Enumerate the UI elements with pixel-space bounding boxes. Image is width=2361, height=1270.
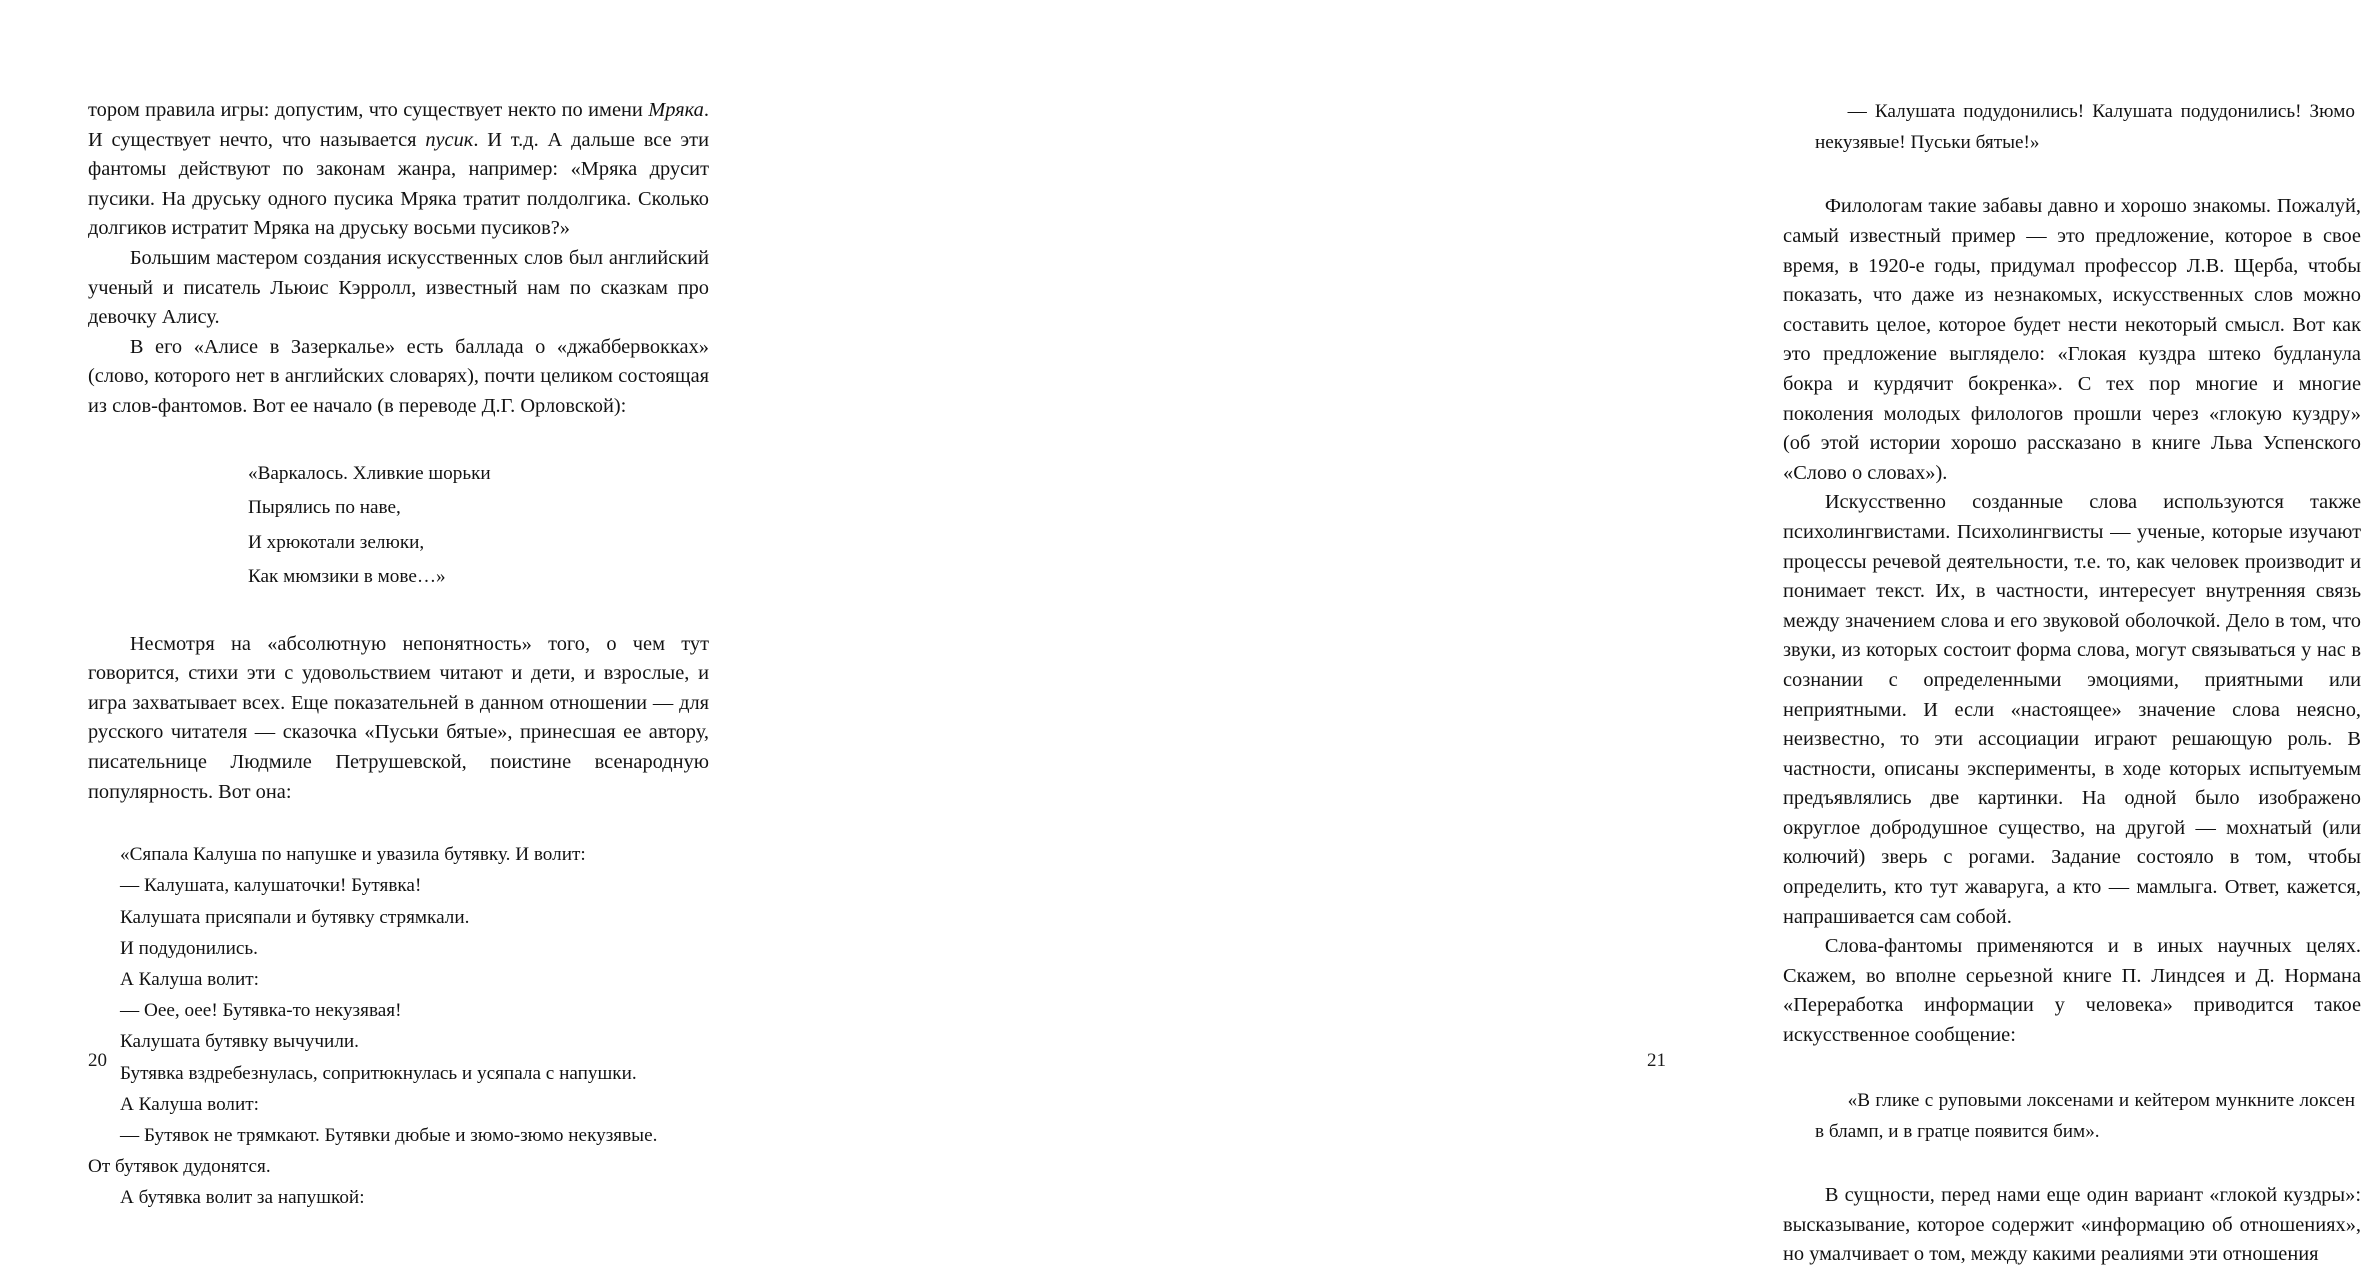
quote-line: Калушата бутявку вычучили. — [120, 1031, 359, 1053]
quote-line: А бутявка волит за напушкой: — [120, 1187, 365, 1209]
verse-line: Как мюмзики в мове…» — [248, 566, 446, 588]
quote-line: — Оее, оее! Бутявка-то некузявая! — [120, 1000, 402, 1022]
page-number-left: 20 — [88, 1050, 107, 1071]
run-text: . И существует нечто, что называется — [88, 99, 709, 151]
run-text: . И т.д. А дальше все эти фантомы действуют по законам жанра, например: «Мряка друсит пусики. На друську одного пусика Мряка тратит полдолгика. Сколько долгиков истратит Мряка на друську восьми пусиков?» — [88, 128, 709, 240]
verse-quotation — [88, 457, 709, 595]
paragraph-philologists: Филологам такие забавы давно и хорошо знакомы. Пожалуй, самый известный пример — это предложение, которое в свое время, в 1920-е годы, придумал профессор Л.В. Щерба, чтобы показать, что даже из незнакомых, искусственных слов можно составить целое, которое будет нести некоторый смысл. Вот как это предложение выглядело: «Глокая куздра штеко будланула бокра и курдячит бокренка». С тех пор многие и многие поколения молодых филологов прошли через «глокую куздру» (об этой истории хорошо рассказано в книге Льва Успенского «Слово о словах»). — [1783, 195, 2361, 484]
quote-line: А Калуша волит: — [120, 968, 259, 990]
paragraph-conclusion: В сущности, перед нами еще один вариант «глокой куздры»: высказывание, которое содержит «информацию об отношениях», но умалчивает о том, между какими реалиями эти отношения — [1783, 1184, 2361, 1266]
verse-line: И хрюкотали зелюки, — [248, 531, 425, 553]
left-text-block — [88, 96, 709, 1214]
quote-line: От бутявок дудонятся. — [88, 1156, 271, 1178]
page-left — [0, 0, 877, 1240]
paragraph-jabberwocky-intro: В его «Алисе в Зазеркалье» есть баллада о «джаббервокках» (слово, которого нет в английских словарях), почти целиком состоящая из слов-фантомов. Вот ее начало (в переводе Д.Г. Орловской): — [88, 335, 709, 417]
page-number-right: 21 — [1647, 1050, 1666, 1071]
quote-line: И подудонились. — [120, 937, 258, 959]
paragraph-carroll: Большим мастером создания искусственных слов был английский ученый и писатель Льюис Кэрролл, известный нам по сказкам про девочку Алису. — [88, 246, 709, 329]
paragraph-continuation — [88, 96, 709, 244]
verse-line: «Варкалось. Хливкие шорьки — [248, 462, 491, 484]
quote-line: А Калуша волит: — [120, 1093, 259, 1115]
quote-puski-byatye — [88, 839, 709, 1213]
paragraph-lindsay-norman: Слова-фантомы применяются и в иных научных целях. Скажем, во вполне серьезной книге П. Линдсея и Д. Нормана «Переработка информации у человека» приводится такое искусственное сообщение: — [1783, 935, 2361, 1047]
page-right — [877, 0, 2361, 1266]
paragraph-psycholinguists: Искусственно созданные слова используются также психолингвистами. Психолингвисты — ученые, которые изучают процессы речевой деятельности, т.е. то, как человек производит и понимает текст. Их, в частности, интересует внутренняя связь между значением слова и его звуковой оболочкой. Дело в том, что звуки, из которых состоит форма слова, могут связываться у нас в сознании с определенными эмоциями, приятными или неприятными. И если «настоящее» значение слова неясно, неизвестно, то эти ассоциации играют решающую роль. В частности, описаны эксперименты, в ходе которых испытуемым предъявлялись две картинки. На одной было изображено округлое добродушное существо, на другой — мохнатый (или колючий) зверь с рогами. Задание состояло в том, чтобы определить, кто тут жаваруга, а кто — мамлыга. Ответ, кажется, напрашивается сам собой. — [1783, 491, 2361, 928]
quote-line: — Бутявок не трямкают. Бутявки дюбые и зюмо-зюмо некузявые. — [120, 1124, 658, 1146]
quote-puski-byatye-continued: — Калушата подудонились! Калушата подудонились! Зюмо некузявые! Пуськи бятые!» — [1815, 101, 2355, 154]
quote-glike: «В глике с руповыми локсенами и кейтером мункните локсен в бламп, и в гратце появится бим». — [1815, 1089, 2355, 1142]
run-text: тором правила игры: допустим, что существует некто по имени — [88, 99, 649, 121]
quote-line: «Сяпала Калуша по напушке и увазила бутявку. И волит: — [120, 844, 586, 866]
run-italic-mryaka: Мряка — [648, 99, 704, 121]
run-italic-pusik: пусик — [425, 128, 474, 151]
quote-line: — Калушата, калушаточки! Бутявка! — [120, 875, 422, 897]
quote-line: Бутявка вздребезнулась, сопритюкнулась и усяпала с напушки. — [120, 1062, 637, 1084]
quote-line: Калушата присяпали и бутявку стрямкали. — [120, 906, 470, 928]
verse-line: Пырялись по наве, — [248, 497, 401, 519]
right-text-block — [1783, 96, 2361, 1270]
paragraph-petrushevskaya: Несмотря на «абсолютную непонятность» того, о чем тут говорится, стихи эти с удовольствием читают и дети, и взрослые, и игра захватывает всех. Еще показательней в данном отношении — для русского читателя — сказочка «Пуськи бятые», принесшая ее автору, писательнице Людмиле Петрушевской, поистине всенародную популярность. Вот она: — [88, 632, 709, 803]
